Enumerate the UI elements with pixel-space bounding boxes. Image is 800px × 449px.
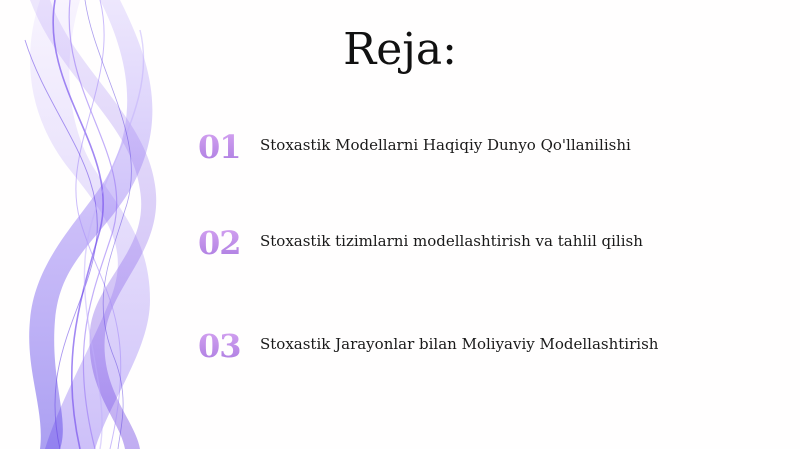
smoke-ribbon-graphic — [0, 0, 200, 449]
agenda-item — [196, 326, 756, 366]
slide-title: Reja: — [343, 24, 457, 75]
agenda-item-number: 03 — [198, 327, 241, 365]
agenda-item-label: Stoxastik Modellarni Haqiqiy Dunyo Qo'llanilishi — [260, 136, 631, 154]
agenda-item — [196, 223, 756, 263]
agenda-item-number: 02 — [198, 224, 241, 262]
agenda-item-label: Stoxastik tizimlarni modellashtirish va tahlil qilish — [260, 232, 643, 250]
agenda-item — [196, 127, 756, 167]
agenda-item-number: 01 — [198, 128, 241, 166]
agenda-item-label: Stoxastik Jarayonlar bilan Moliyaviy Modellashtirish — [260, 335, 659, 353]
